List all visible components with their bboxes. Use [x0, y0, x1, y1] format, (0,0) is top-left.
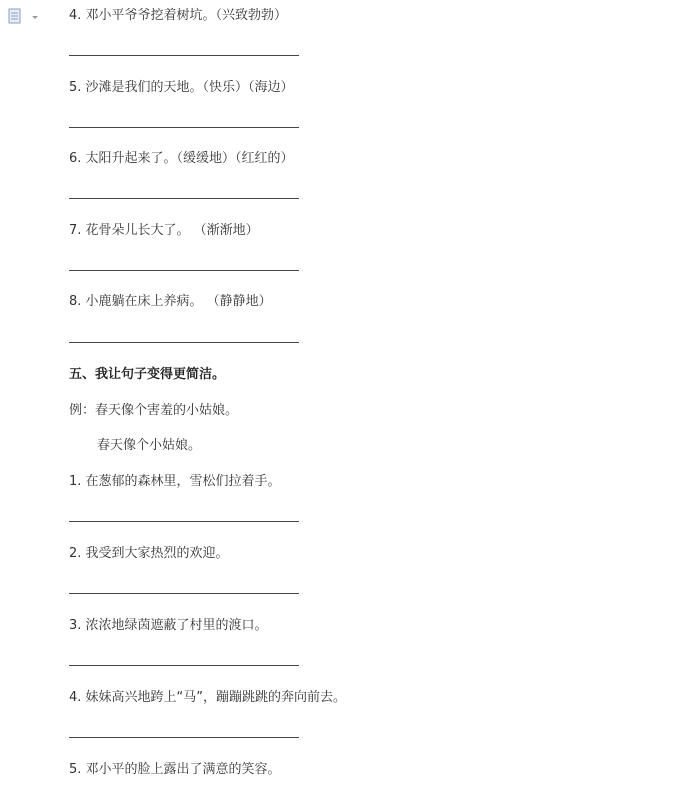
example-sentence: 例：春天像个害羞的小姑娘。 — [69, 403, 239, 418]
answer-blank[interactable] — [69, 665, 299, 666]
section-heading: 五、我让句子变得更简洁。 — [69, 367, 226, 382]
exercise-item-4b: 4. 妹妹高兴地跨上“马”，蹦蹦跳跳的奔向前去。 — [69, 690, 347, 705]
answer-blank[interactable] — [69, 593, 299, 594]
answer-blank[interactable] — [69, 127, 299, 128]
answer-blank[interactable] — [69, 198, 299, 199]
answer-blank[interactable] — [69, 737, 299, 738]
exercise-item-2: 2. 我受到大家热烈的欢迎。 — [69, 546, 229, 561]
exercise-item-1: 1. 在葱郁的森林里，雪松们拉着手。 — [69, 474, 281, 489]
answer-blank[interactable] — [69, 342, 299, 343]
exercise-item-5b: 5. 邓小平的脸上露出了满意的笑容。 — [69, 762, 281, 777]
example-answer: 春天像个小姑娘。 — [97, 438, 202, 453]
exercise-item-8: 8. 小鹿躺在床上养病。 （静静地） — [69, 294, 272, 309]
document-icon[interactable] — [8, 8, 42, 26]
exercise-item-7: 7. 花骨朵儿长大了。 （渐渐地） — [69, 223, 259, 238]
exercise-item-6: 6. 太阳升起来了。（缓缓地）（红红的） — [69, 151, 294, 166]
exercise-item-4: 4. 邓小平爷爷挖着树坑。（兴致勃勃） — [69, 8, 288, 23]
chevron-down-icon[interactable] — [32, 16, 38, 19]
answer-blank[interactable] — [69, 270, 299, 271]
exercise-item-5: 5. 沙滩是我们的天地。（快乐）（海边） — [69, 80, 294, 95]
answer-blank[interactable] — [69, 55, 299, 56]
exercise-item-3: 3. 浓浓地绿茵遮蔽了村里的渡口。 — [69, 618, 268, 633]
answer-blank[interactable] — [69, 521, 299, 522]
